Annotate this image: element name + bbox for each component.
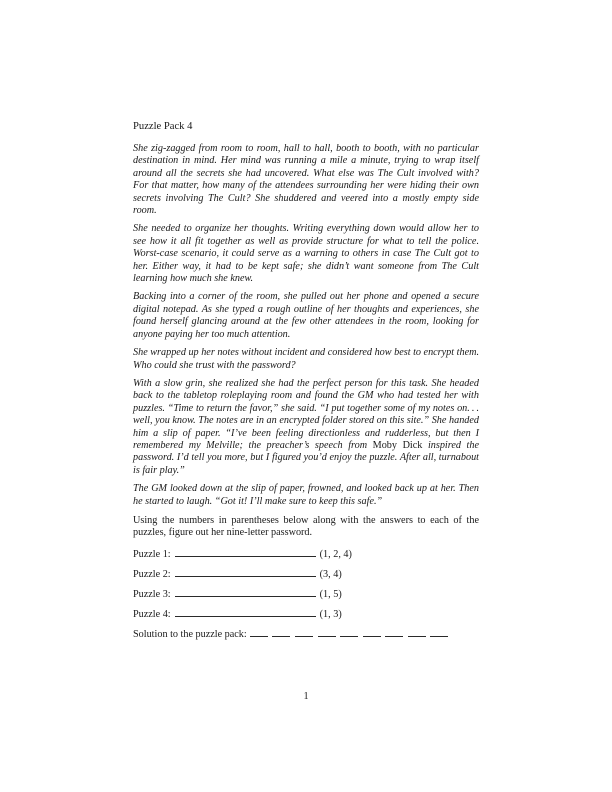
puzzle-3-label: Puzzle 3:: [133, 588, 171, 600]
solution-letter-blank: [385, 626, 403, 637]
solution-letter-blank: [430, 626, 448, 637]
solution-letter-blank: [318, 626, 336, 637]
solution-letter-blank: [340, 626, 358, 637]
story-paragraph-6: The GM looked down at the slip of paper, frowned, and looked back up at her. Then he started to laugh. “Got it! I’ll make sure to keep this safe.”: [133, 483, 479, 507]
solution-letter-blank: [363, 626, 381, 637]
puzzle-1-label: Puzzle 1:: [133, 548, 171, 560]
puzzle-2-answer-blank: [175, 566, 316, 577]
story-paragraph-5-part2: inspired the password. I’d tell you more, but I figured you’d enjoy the puzzle. After all, turnabout is fair play.”: [133, 439, 479, 476]
book-title: Moby Dick: [372, 439, 423, 451]
puzzle-1-answer-blank: [175, 546, 316, 557]
solution-blanks: [250, 629, 453, 640]
solution-label: Solution to the puzzle pack:: [133, 628, 247, 640]
text-block: [133, 121, 479, 646]
solution-row: [133, 626, 479, 641]
puzzle-4-numbers: (1, 3): [319, 608, 342, 620]
puzzle-1-numbers: (1, 2, 4): [319, 548, 352, 560]
instructions-text: Using the numbers in parentheses below along with the answers to each of the puzzles, figure out her nine-letter password.: [133, 514, 479, 539]
page-title: Puzzle Pack 4: [133, 121, 193, 132]
story-paragraph-4: She wrapped up her notes without incident and considered how best to encrypt them. Who could she trust with the password?: [133, 347, 479, 371]
puzzle-4-label: Puzzle 4:: [133, 608, 171, 620]
solution-letter-blank: [250, 626, 268, 637]
puzzle-2-numbers: (3, 4): [319, 568, 342, 580]
story-paragraph-1: She zig-zagged from room to room, hall to hall, booth to booth, with no particular destination in mind. Her mind was running a mile a minute, trying to wrap itself around all the secrets she had uncovered. What else was The Cult involved with? For that matter, how many of the attendees surrounding her were hiding their own secrets involving The Cult? She shuddered and veered into a mostly empty side room.: [133, 143, 479, 217]
puzzle-row-2: [133, 566, 479, 581]
solution-letter-blank: [408, 626, 426, 637]
puzzle-3-answer-blank: [175, 586, 316, 597]
puzzle-row-4: [133, 606, 479, 621]
story-paragraph-3: Backing into a corner of the room, she pulled out her phone and opened a secure digital notepad. As she typed a rough outline of her thoughts and experiences, she found herself glancing around at the few other attendees in the room, looking for anyone paying her too much attention.: [133, 291, 479, 340]
page-number: 1: [303, 691, 309, 702]
story-paragraph-2: She needed to organize her thoughts. Writing everything down would allow her to see how it all fit together as well as provide structure for what to tell the police. Worst-case scenario, it could serve as a warning to others in case The Cult got to her. Either way, it had to be kept safe; she didn’t want someone from The Cult learning how much she knew.: [133, 223, 479, 285]
solution-letter-blank: [295, 626, 313, 637]
puzzle-2-label: Puzzle 2:: [133, 568, 171, 580]
story-paragraph-5-part1: With a slow grin, she realized she had the perfect person for this task. She headed back to the tabletop roleplaying room and found the GM who had tested her with puzzles. “Time to return the favor,” she said. “I put together some of my notes on. . . well, you know. The notes are in an encrypted folder stored on this site.” She handed him a slip of paper. “I’ve been feeling directionless and rudderless, but then I remembered my Melville; the preacher’s speech from: [133, 377, 479, 451]
puzzle-3-numbers: (1, 5): [319, 588, 342, 600]
story-paragraph-5: [133, 378, 479, 477]
puzzle-4-answer-blank: [175, 606, 316, 617]
puzzle-row-1: [133, 546, 479, 561]
solution-letter-blank: [272, 626, 290, 637]
puzzle-row-3: [133, 586, 479, 601]
